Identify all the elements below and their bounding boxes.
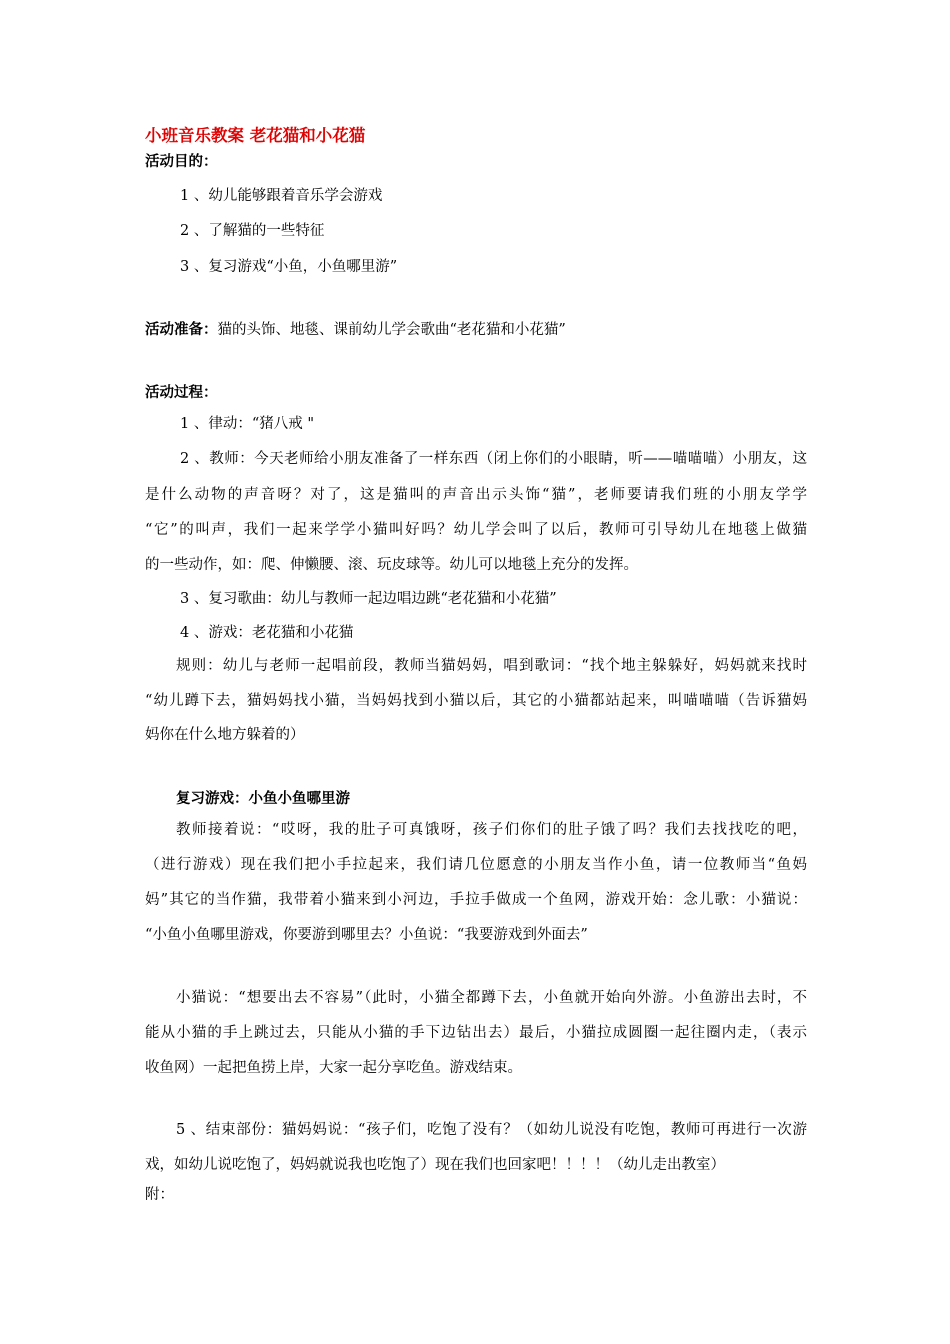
process-heading: 活动过程： [145, 385, 218, 401]
goal-item: 2 、了解猫的一些特征 [180, 223, 325, 239]
review-para1-line: 教师接着说：“哎呀，我的肚子可真饿呀，孩子们你们的肚子饿了吗？我们去找找吃的吧， [176, 822, 807, 838]
appendix-label: 附： [145, 1187, 174, 1203]
goal-item: 3 、复习游戏“小鱼，小鱼哪里游” [180, 259, 398, 275]
review-para1-line: 妈”其它的当作猫，我带着小猫来到小河边，手拉手做成一个鱼网，游戏开始：念儿歌：小猫说： [145, 892, 807, 908]
goal-item: 1 、幼儿能够跟着音乐学会游戏 [180, 188, 383, 204]
prep-paragraph [145, 320, 566, 340]
process-step-2-line: 的一些动作，如：爬、伸懒腰、滚、玩皮球等。幼儿可以地毯上充分的发挥。 [145, 557, 638, 573]
prep-label: 活动准备： [145, 322, 218, 338]
review-heading: 复习游戏：小鱼小鱼哪里游 [176, 791, 350, 807]
process-step-2-line: 是什么动物的声音呀？对了，这是猫叫的声音出示头饰“猫”，老师要请我们班的小朋友学学 [145, 487, 807, 503]
goals-heading: 活动目的： [145, 154, 218, 170]
document-title: 小班音乐教案 老花猫和小花猫 [145, 126, 366, 145]
process-step-1: 1 、律动：“猪八戒 " [180, 416, 315, 432]
prep-text: 猫的头饰、地毯、课前幼儿学会歌曲“老花猫和小花猫” [217, 322, 566, 338]
process-step-2-line: 2 、教师：今天老师给小朋友准备了一样东西（闭上你们的小眼睛，听——喵喵喵）小朋友，这 [180, 451, 807, 467]
review-para2-line: 小猫说：“想要出去不容易”（此时，小猫全都蹲下去，小鱼就开始向外游。小鱼游出去时，不 [176, 990, 807, 1006]
review-para2-line: 收鱼网）一起把鱼捞上岸，大家一起分享吃鱼。游戏结束。 [145, 1060, 522, 1076]
rules-line: “幼儿蹲下去，猫妈妈找小猫，当妈妈找到小猫以后，其它的小猫都站起来，叫喵喵喵（告诉猫妈 [145, 693, 807, 709]
ending-line: 5 、结束部份：猫妈妈说：“孩子们，吃饱了没有？（如幼儿说没有吃饱，教师可再进行一次游 [176, 1122, 807, 1138]
rules-line: 规则：幼儿与老师一起唱前段，教师当猫妈妈，唱到歌词：“找个地主躲躲好，妈妈就来找时 [176, 658, 807, 674]
process-step-4: 4 、游戏：老花猫和小花猫 [180, 625, 354, 641]
process-step-3: 3 、复习歌曲：幼儿与教师一起边唱边跳“老花猫和小花猫” [180, 591, 557, 607]
review-para2-line: 能从小猫的手上跳过去，只能从小猫的手下边钻出去）最后，小猫拉成圆圈一起往圈内走，（表示 [145, 1025, 807, 1041]
ending-line: 戏，如幼儿说吃饱了，妈妈就说我也吃饱了）现在我们也回家吧！！！！（幼儿走出教室） [145, 1157, 725, 1173]
rules-line: 妈你在什么地方躲着的） [145, 727, 305, 743]
review-para1-line: （进行游戏）现在我们把小手拉起来，我们请几位愿意的小朋友当作小鱼，请一位教师当“鱼妈 [145, 857, 807, 873]
process-step-2-line: “它”的叫声，我们一起来学学小猫叫好吗？幼儿学会叫了以后，教师可引导幼儿在地毯上做猫 [145, 522, 807, 538]
review-para1-line: “小鱼小鱼哪里游戏，你要游到哪里去？小鱼说：“我要游戏到外面去” [145, 927, 588, 943]
